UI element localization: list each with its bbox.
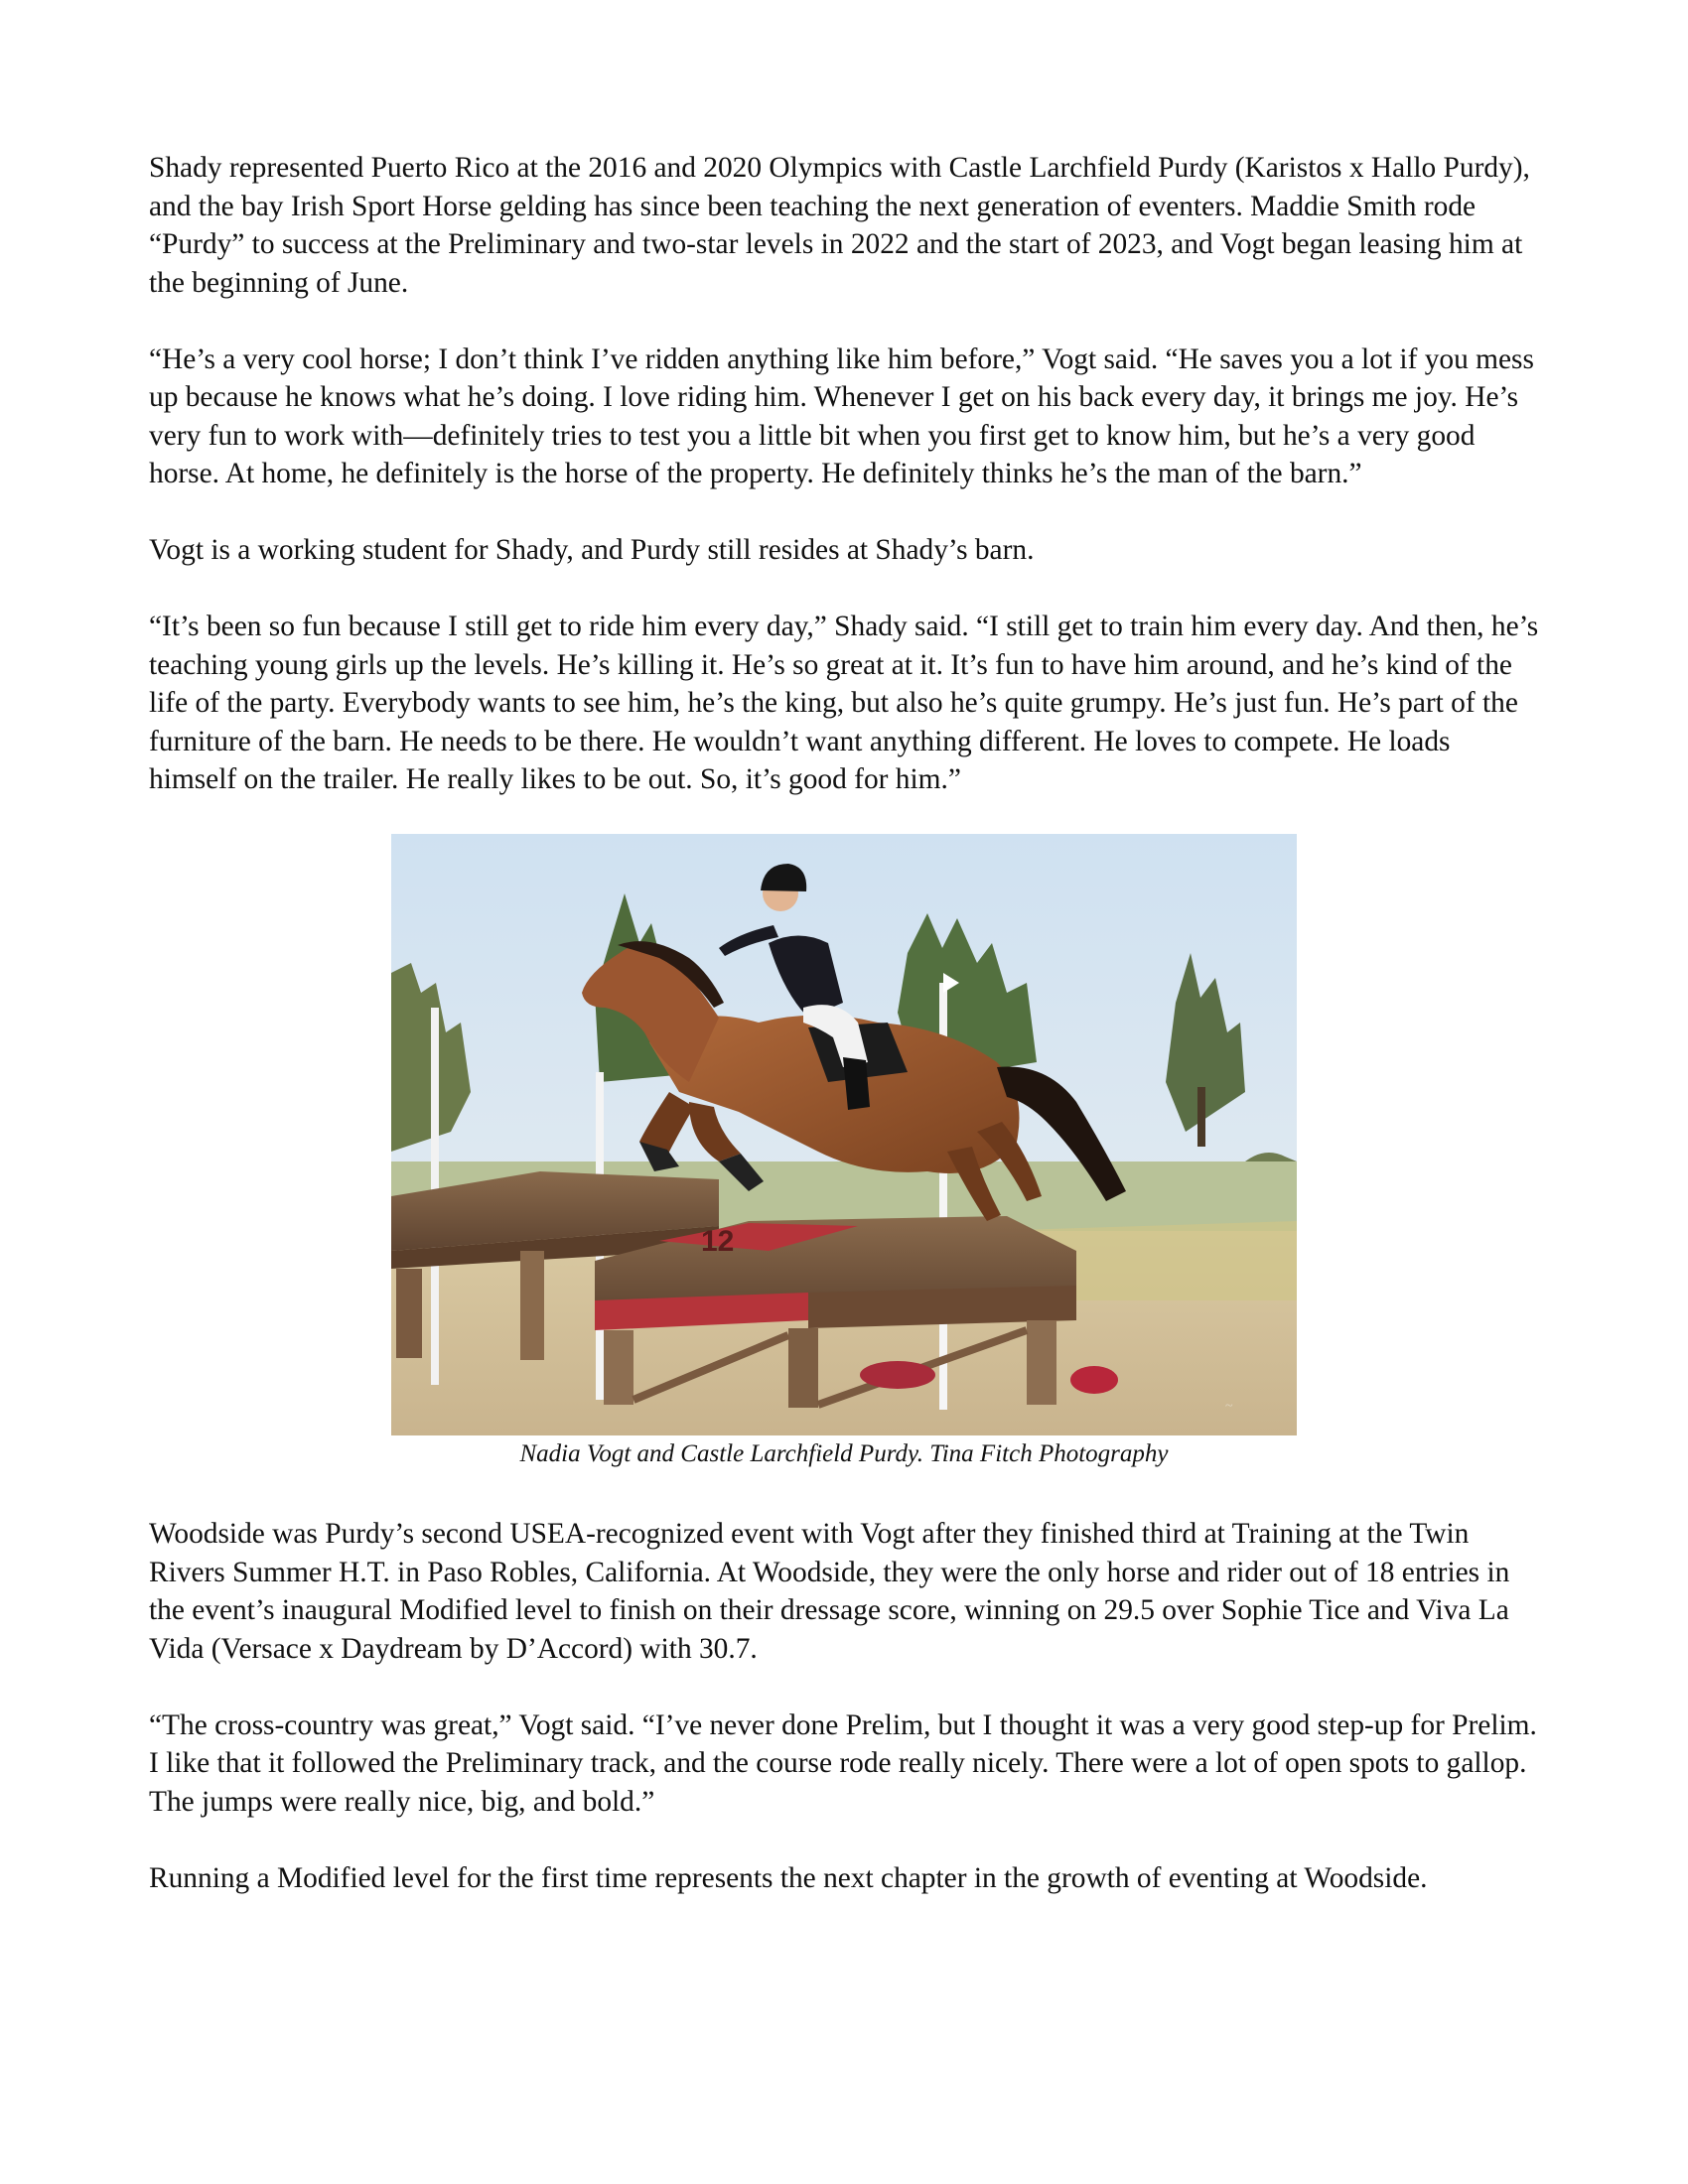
jump-number-label: 12 [701, 1225, 735, 1258]
paragraph-modified-level: Running a Modified level for the first time represents the next chapter in the growth of eventing at Woodside. [149, 1861, 1428, 1894]
paragraph-vogt-quote: “He’s a very cool horse; I don’t think I’ve ridden anything like him before,” Vogt said. “He saves you a lot if you mess up because he knows what he’s doing. I love riding him. Whenever I get on his back every day, it brings me joy. He’s very fun to work with—definitely tries to test you a little bit when you first get to know him, but he’s a very good horse. At home, he definitely is the horse of the property. He definitely thinks he’s the man of the barn.” [149, 342, 1534, 489]
paragraph-working-student: Vogt is a working student for Shady, and Purdy still resides at Shady’s barn. [149, 534, 1035, 566]
photo-figure [391, 834, 1297, 1471]
paragraph-olympics: Shady represented Puerto Rico at the 2016 and 2020 Olympics with Castle Larchfield Purdy (Karistos x Hallo Purdy), and the bay Irish Sport Horse gelding has since been teaching the next generation of eventers. Maddie Smith rode “Purdy” to success at the Preliminary and two-star levels in 2022 and the start of 2023, and Vogt began leasing him at the beginning of June. [149, 152, 1530, 299]
paragraph-shady-quote: “It’s been so fun because I still get to ride him every day,” Shady said. “I still get to train him every day. And then, he’s teaching young girls up the levels. He’s killing it. He’s so great at it. It’s fun to have him around, and he’s kind of the life of the party. Everybody wants to see him, he’s the king, but also he’s quite grumpy. He’s just fun. He’s part of the furniture of the barn. He needs to be there. He wouldn’t want anything different. He loves to compete. He loads himself on the trailer. He really likes to be out. So, it’s good for him.” [149, 611, 1539, 795]
paragraph-cross-country-quote: “The cross-country was great,” Vogt said. “I’ve never done Prelim, but I thought it was a very good step-up for Prelim. I like that it followed the Preliminary track, and the course rode really nicely. There were a lot of open spots to gallop. The jumps were really nice, big, and bold.” [149, 1708, 1537, 1818]
article-body [149, 149, 1539, 1936]
paragraph-woodside-results: Woodside was Purdy’s second USEA-recognized event with Vogt after they finished third at Training at the Twin Rivers Summer H.T. in Paso Robles, California. At Woodside, they were the only horse and rider out of 18 entries in the event’s inaugural Modified level to finish on their dressage score, winning on 29.5 over Sophie Tice and Viva La Vida (Versace x Daydream by D’Accord) with 30.7. [149, 1518, 1510, 1665]
photo-caption: Nadia Vogt and Castle Larchfield Purdy. Tina Fitch Photography [519, 1440, 1169, 1467]
svg-text:~: ~ [1225, 1399, 1233, 1414]
horse-jumping-photo [391, 834, 1297, 1435]
